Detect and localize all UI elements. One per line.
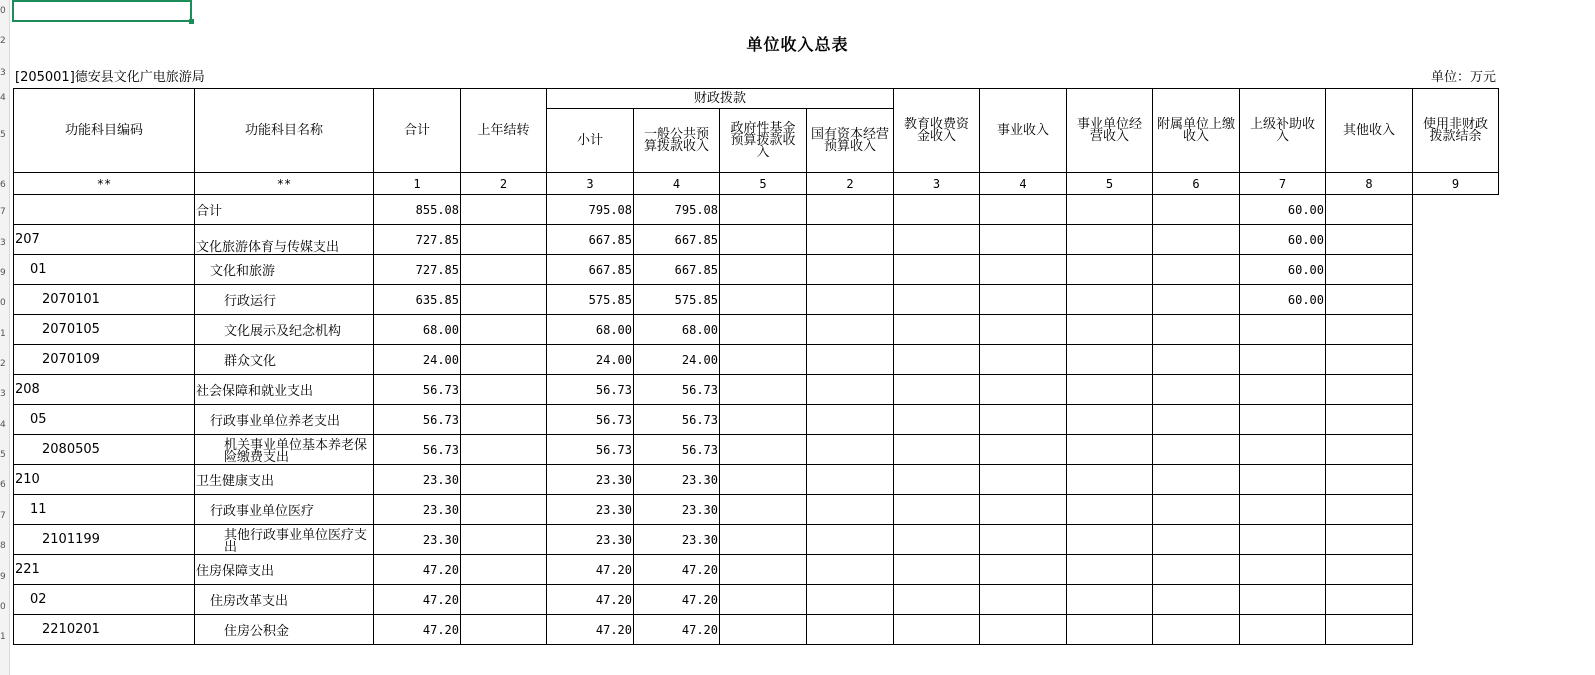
table-row: [14, 525, 1499, 555]
index-cell[interactable]: 3: [547, 173, 634, 195]
index-cell[interactable]: 2: [807, 173, 894, 195]
empty-cell[interactable]: [1153, 375, 1240, 405]
table-row: [14, 615, 1499, 645]
empty-cell[interactable]: [720, 195, 807, 225]
sub-cell[interactable]: 23.30: [547, 495, 634, 525]
index-cell[interactable]: 5: [720, 173, 807, 195]
empty-cell[interactable]: [894, 225, 980, 255]
header-state-capital[interactable]: [807, 109, 894, 173]
row-number[interactable]: 1: [0, 632, 6, 642]
table-row: [14, 255, 1499, 285]
name-cell[interactable]: 住房改革支出: [195, 585, 374, 615]
row-number[interactable]: 9: [0, 268, 6, 278]
row-number[interactable]: 7: [0, 207, 6, 217]
empty-cell[interactable]: [1153, 435, 1240, 465]
empty-cell[interactable]: [1326, 525, 1413, 555]
code-cell[interactable]: 2210201: [14, 615, 195, 645]
empty-cell[interactable]: [1326, 555, 1413, 585]
income-table: [13, 88, 1499, 645]
index-cell[interactable]: 1: [374, 173, 461, 195]
row-number[interactable]: 7: [0, 511, 6, 521]
code-cell[interactable]: 01: [14, 255, 195, 285]
sub-cell[interactable]: 68.00: [547, 315, 634, 345]
row-number[interactable]: 0: [0, 6, 6, 16]
sub-cell[interactable]: 56.73: [547, 405, 634, 435]
carry-cell[interactable]: [461, 555, 547, 585]
empty-cell[interactable]: [1326, 495, 1413, 525]
other-income-cell[interactable]: [1240, 465, 1326, 495]
name-cell[interactable]: 行政事业单位医疗: [195, 495, 374, 525]
header-general-budget[interactable]: [634, 109, 720, 173]
empty-cell[interactable]: [980, 465, 1067, 495]
index-cell[interactable]: 4: [634, 173, 720, 195]
empty-cell[interactable]: [894, 315, 980, 345]
empty-cell[interactable]: [807, 375, 894, 405]
code-cell[interactable]: 2070109: [14, 345, 195, 375]
sub-cell[interactable]: 56.73: [547, 435, 634, 465]
code-cell[interactable]: 11: [14, 495, 195, 525]
index-cell[interactable]: 5: [1067, 173, 1153, 195]
empty-cell[interactable]: [1153, 195, 1240, 225]
empty-cell[interactable]: [1326, 375, 1413, 405]
empty-cell[interactable]: [1326, 315, 1413, 345]
header-other-income[interactable]: 其他收入: [1326, 89, 1413, 173]
sub-cell[interactable]: 795.08: [547, 195, 634, 225]
gen-cell[interactable]: 47.20: [634, 555, 720, 585]
code-cell[interactable]: 2080505: [14, 435, 195, 465]
header-subordinate-text: 附属单位上缴收入: [1157, 116, 1236, 144]
gen-cell[interactable]: 56.73: [634, 375, 720, 405]
carry-cell[interactable]: [461, 345, 547, 375]
empty-cell[interactable]: [1326, 615, 1413, 645]
other-income-cell[interactable]: 60.00: [1240, 255, 1326, 285]
empty-cell[interactable]: [1326, 195, 1413, 225]
total-cell[interactable]: 23.30: [374, 465, 461, 495]
name-cell[interactable]: 机关事业单位基本养老保险缴费支出: [195, 435, 374, 465]
code-cell[interactable]: 207: [14, 225, 195, 255]
empty-cell[interactable]: [807, 555, 894, 585]
table-row: [14, 315, 1499, 345]
carry-cell[interactable]: [461, 495, 547, 525]
empty-cell[interactable]: [894, 525, 980, 555]
row-number[interactable]: 1: [0, 329, 6, 339]
empty-cell[interactable]: [894, 345, 980, 375]
empty-cell[interactable]: [1326, 285, 1413, 315]
code-cell[interactable]: 2070105: [14, 315, 195, 345]
header-total[interactable]: 合计: [374, 89, 461, 173]
empty-cell[interactable]: [1153, 345, 1240, 375]
row-number[interactable]: 0: [0, 602, 6, 612]
code-cell[interactable]: 221: [14, 555, 195, 585]
empty-cell[interactable]: [1067, 435, 1153, 465]
carry-cell[interactable]: [461, 375, 547, 405]
empty-cell[interactable]: [1067, 225, 1153, 255]
table-row: [14, 405, 1499, 435]
index-cell[interactable]: 4: [980, 173, 1067, 195]
empty-cell[interactable]: [1067, 405, 1153, 435]
empty-cell[interactable]: [720, 525, 807, 555]
total-cell[interactable]: 727.85: [374, 225, 461, 255]
sub-cell[interactable]: 667.85: [547, 225, 634, 255]
empty-cell[interactable]: [720, 585, 807, 615]
empty-cell[interactable]: [894, 405, 980, 435]
empty-cell[interactable]: [807, 315, 894, 345]
empty-cell[interactable]: [894, 615, 980, 645]
header-carryover[interactable]: 上年结转: [461, 89, 547, 173]
name-cell[interactable]: 卫生健康支出: [195, 465, 374, 495]
row-number[interactable]: 4: [0, 93, 6, 103]
name-cell[interactable]: 文化和旅游: [195, 255, 374, 285]
table-row: [14, 375, 1499, 405]
row-number[interactable]: 6: [0, 480, 6, 490]
carry-cell[interactable]: [461, 585, 547, 615]
name-cell[interactable]: 住房保障支出: [195, 555, 374, 585]
table-row: [14, 585, 1499, 615]
sub-cell[interactable]: 23.30: [547, 465, 634, 495]
empty-cell[interactable]: [894, 465, 980, 495]
gen-cell[interactable]: 47.20: [634, 585, 720, 615]
sub-cell[interactable]: 47.20: [547, 585, 634, 615]
carry-cell[interactable]: [461, 195, 547, 225]
other-income-cell[interactable]: [1240, 555, 1326, 585]
sub-cell[interactable]: 575.85: [547, 285, 634, 315]
header-edu-fee[interactable]: [894, 89, 980, 173]
index-cell[interactable]: 7: [1240, 173, 1326, 195]
empty-cell[interactable]: [980, 525, 1067, 555]
empty-cell[interactable]: [1326, 405, 1413, 435]
header-superior-subsidy-text: 上级补助收入: [1249, 116, 1315, 144]
empty-cell[interactable]: [980, 315, 1067, 345]
index-row: [14, 173, 1499, 195]
total-cell[interactable]: 56.73: [374, 405, 461, 435]
row-number[interactable]: 5: [0, 450, 6, 460]
header-operating-income-text: 事业单位经营收入: [1076, 116, 1142, 144]
header-general-budget-text: 一般公共预算拨款收入: [643, 126, 709, 154]
empty-cell[interactable]: [1153, 405, 1240, 435]
empty-cell[interactable]: [807, 525, 894, 555]
code-cell[interactable]: 2070101: [14, 285, 195, 315]
empty-cell[interactable]: [1153, 525, 1240, 555]
other-income-cell[interactable]: [1240, 525, 1326, 555]
sheet-title: 单位收入总表: [746, 35, 849, 54]
total-cell[interactable]: 47.20: [374, 585, 461, 615]
code-cell[interactable]: 02: [14, 585, 195, 615]
carry-cell[interactable]: [461, 465, 547, 495]
row-number[interactable]: 0: [0, 298, 6, 308]
other-income-cell[interactable]: 60.00: [1240, 285, 1326, 315]
header-gov-fund-text: 政府性基金预算拨款收入: [730, 120, 796, 160]
total-cell[interactable]: 23.30: [374, 495, 461, 525]
other-income-cell[interactable]: [1240, 315, 1326, 345]
header-gov-fund[interactable]: [720, 109, 807, 173]
header-subtotal[interactable]: 小计: [547, 109, 634, 173]
empty-cell[interactable]: [807, 615, 894, 645]
empty-cell[interactable]: [894, 375, 980, 405]
table-row: [14, 345, 1499, 375]
empty-cell[interactable]: [980, 375, 1067, 405]
sub-cell[interactable]: 56.73: [547, 375, 634, 405]
empty-cell[interactable]: [894, 285, 980, 315]
selected-cell[interactable]: [12, 0, 192, 22]
index-cell[interactable]: **: [14, 173, 195, 195]
other-income-cell[interactable]: [1240, 435, 1326, 465]
code-cell[interactable]: 05: [14, 405, 195, 435]
total-cell[interactable]: 47.20: [374, 615, 461, 645]
name-cell[interactable]: 住房公积金: [195, 615, 374, 645]
empty-cell[interactable]: [720, 615, 807, 645]
other-income-cell[interactable]: [1240, 495, 1326, 525]
empty-cell[interactable]: [807, 195, 894, 225]
other-income-cell[interactable]: [1240, 615, 1326, 645]
table-row: [14, 495, 1499, 525]
table-row: [14, 225, 1499, 255]
index-cell[interactable]: 9: [1413, 173, 1499, 195]
sub-cell[interactable]: 47.20: [547, 615, 634, 645]
total-cell[interactable]: 47.20: [374, 555, 461, 585]
row-number[interactable]: 5: [0, 130, 6, 140]
sub-cell[interactable]: 24.00: [547, 345, 634, 375]
gen-cell[interactable]: 667.85: [634, 225, 720, 255]
row-number[interactable]: 3: [0, 238, 6, 248]
index-cell[interactable]: 3: [894, 173, 980, 195]
empty-cell[interactable]: [980, 615, 1067, 645]
row-number[interactable]: 6: [0, 180, 6, 190]
empty-cell[interactable]: [1067, 525, 1153, 555]
carry-cell[interactable]: [461, 615, 547, 645]
gen-cell[interactable]: 667.85: [634, 255, 720, 285]
empty-cell[interactable]: [980, 285, 1067, 315]
empty-cell[interactable]: [1153, 465, 1240, 495]
empty-cell[interactable]: [1326, 225, 1413, 255]
empty-cell[interactable]: [1067, 495, 1153, 525]
empty-cell[interactable]: [807, 225, 894, 255]
organization-label: [205001]德安县文化广电旅游局: [15, 70, 205, 85]
name-cell[interactable]: 社会保障和就业支出: [195, 375, 374, 405]
empty-cell[interactable]: [1067, 285, 1153, 315]
row-number[interactable]: 2: [0, 36, 6, 46]
empty-cell[interactable]: [807, 495, 894, 525]
name-cell[interactable]: 合计: [195, 195, 374, 225]
empty-cell[interactable]: [720, 345, 807, 375]
empty-cell[interactable]: [894, 495, 980, 525]
other-income-cell[interactable]: 60.00: [1240, 225, 1326, 255]
empty-cell[interactable]: [720, 495, 807, 525]
total-cell[interactable]: 855.08: [374, 195, 461, 225]
empty-cell[interactable]: [980, 435, 1067, 465]
index-cell[interactable]: 8: [1326, 173, 1413, 195]
empty-cell[interactable]: [980, 585, 1067, 615]
other-income-cell[interactable]: [1240, 345, 1326, 375]
sub-cell[interactable]: 23.30: [547, 525, 634, 555]
total-cell[interactable]: 56.73: [374, 375, 461, 405]
header-non-fiscal-balance[interactable]: [1413, 89, 1499, 173]
header-operating-income[interactable]: [1067, 89, 1153, 173]
empty-cell[interactable]: [807, 345, 894, 375]
empty-cell[interactable]: [980, 225, 1067, 255]
empty-cell[interactable]: [720, 405, 807, 435]
header-fiscal-group[interactable]: 财政拨款: [547, 89, 894, 109]
total-cell[interactable]: 56.73: [374, 435, 461, 465]
row-number[interactable]: 8: [0, 541, 6, 551]
empty-cell[interactable]: [980, 495, 1067, 525]
gen-cell[interactable]: 23.30: [634, 465, 720, 495]
table-row: [14, 435, 1499, 465]
empty-cell[interactable]: [1067, 375, 1153, 405]
code-cell[interactable]: 208: [14, 375, 195, 405]
empty-cell[interactable]: [1067, 465, 1153, 495]
other-income-cell[interactable]: [1240, 405, 1326, 435]
code-cell[interactable]: 2101199: [14, 525, 195, 555]
carry-cell[interactable]: [461, 255, 547, 285]
empty-cell[interactable]: [894, 585, 980, 615]
empty-cell[interactable]: [807, 435, 894, 465]
empty-cell[interactable]: [894, 255, 980, 285]
table-row: [14, 555, 1499, 585]
gen-cell[interactable]: 68.00: [634, 315, 720, 345]
other-income-cell[interactable]: [1240, 585, 1326, 615]
empty-cell[interactable]: [807, 405, 894, 435]
total-cell[interactable]: 23.30: [374, 525, 461, 555]
gen-cell[interactable]: 56.73: [634, 435, 720, 465]
total-cell[interactable]: 727.85: [374, 255, 461, 285]
name-cell[interactable]: 文化展示及纪念机构: [195, 315, 374, 345]
other-income-cell[interactable]: 60.00: [1240, 195, 1326, 225]
empty-cell[interactable]: [720, 555, 807, 585]
gen-cell[interactable]: 47.20: [634, 615, 720, 645]
carry-cell[interactable]: [461, 225, 547, 255]
empty-cell[interactable]: [1067, 315, 1153, 345]
empty-cell[interactable]: [1067, 555, 1153, 585]
empty-cell[interactable]: [1153, 255, 1240, 285]
empty-cell[interactable]: [1153, 225, 1240, 255]
empty-cell[interactable]: [720, 435, 807, 465]
empty-cell[interactable]: [807, 465, 894, 495]
other-income-cell[interactable]: [1240, 375, 1326, 405]
gen-cell[interactable]: 795.08: [634, 195, 720, 225]
gen-cell[interactable]: 575.85: [634, 285, 720, 315]
empty-cell[interactable]: [1326, 585, 1413, 615]
empty-cell[interactable]: [980, 405, 1067, 435]
total-cell[interactable]: 68.00: [374, 315, 461, 345]
gen-cell[interactable]: 23.30: [634, 525, 720, 555]
carry-cell[interactable]: [461, 405, 547, 435]
name-cell[interactable]: 文化旅游体育与传媒支出: [195, 225, 374, 255]
unit-label: 单位：万元: [1430, 70, 1496, 85]
index-cell[interactable]: 6: [1153, 173, 1240, 195]
sub-cell[interactable]: 47.20: [547, 555, 634, 585]
empty-cell[interactable]: [980, 345, 1067, 375]
table-row: [14, 195, 1499, 225]
header-name[interactable]: 功能科目名称: [195, 89, 374, 173]
index-cell[interactable]: 2: [461, 173, 547, 195]
empty-cell[interactable]: [1067, 255, 1153, 285]
empty-cell[interactable]: [1326, 465, 1413, 495]
empty-cell[interactable]: [807, 585, 894, 615]
name-cell[interactable]: 其他行政事业单位医疗支出: [195, 525, 374, 555]
carry-cell[interactable]: [461, 315, 547, 345]
empty-cell[interactable]: [720, 255, 807, 285]
empty-cell[interactable]: [1153, 555, 1240, 585]
table-row: [14, 465, 1499, 495]
header-state-capital-text: 国有资本经营预算收入: [811, 126, 890, 154]
empty-cell[interactable]: [1153, 315, 1240, 345]
header-code[interactable]: 功能科目编码: [14, 89, 195, 173]
header-superior-subsidy[interactable]: [1240, 89, 1326, 173]
empty-cell[interactable]: [1153, 285, 1240, 315]
empty-cell[interactable]: [720, 285, 807, 315]
empty-cell[interactable]: [894, 435, 980, 465]
row-number[interactable]: 3: [0, 68, 6, 78]
name-cell[interactable]: 行政事业单位养老支出: [195, 405, 374, 435]
empty-cell[interactable]: [894, 555, 980, 585]
row-number[interactable]: 3: [0, 389, 6, 399]
carry-cell[interactable]: [461, 285, 547, 315]
name-cell[interactable]: 群众文化: [195, 345, 374, 375]
carry-cell[interactable]: [461, 525, 547, 555]
empty-cell[interactable]: [1067, 195, 1153, 225]
empty-cell[interactable]: [1153, 615, 1240, 645]
empty-cell[interactable]: [1326, 345, 1413, 375]
header-non-fiscal-balance-text: 使用非财政拨款结余: [1422, 116, 1488, 144]
row-number-gutter: [0, 0, 10, 675]
empty-cell[interactable]: [894, 195, 980, 225]
table-row: [14, 285, 1499, 315]
empty-cell[interactable]: [1153, 495, 1240, 525]
empty-cell[interactable]: [1067, 585, 1153, 615]
name-cell[interactable]: 行政运行: [195, 285, 374, 315]
fill-handle[interactable]: [189, 19, 194, 24]
code-cell[interactable]: 210: [14, 465, 195, 495]
index-cell[interactable]: **: [195, 173, 374, 195]
empty-cell[interactable]: [980, 195, 1067, 225]
empty-cell[interactable]: [1067, 615, 1153, 645]
row-number[interactable]: 9: [0, 572, 6, 582]
empty-cell[interactable]: [980, 255, 1067, 285]
header-subordinate[interactable]: [1153, 89, 1240, 173]
empty-cell[interactable]: [720, 465, 807, 495]
empty-cell[interactable]: [807, 285, 894, 315]
gen-cell[interactable]: 56.73: [634, 405, 720, 435]
gen-cell[interactable]: 24.00: [634, 345, 720, 375]
empty-cell[interactable]: [720, 375, 807, 405]
header-business-income[interactable]: 事业收入: [980, 89, 1067, 173]
code-cell[interactable]: [14, 195, 195, 225]
carry-cell[interactable]: [461, 435, 547, 465]
row-number[interactable]: 2: [0, 359, 6, 369]
row-number[interactable]: 4: [0, 420, 6, 430]
empty-cell[interactable]: [1067, 345, 1153, 375]
empty-cell[interactable]: [980, 555, 1067, 585]
empty-cell[interactable]: [1326, 435, 1413, 465]
header-edu-fee-text: 教育收费资金收入: [903, 116, 969, 144]
total-cell[interactable]: 24.00: [374, 345, 461, 375]
sub-cell[interactable]: 667.85: [547, 255, 634, 285]
total-cell[interactable]: 635.85: [374, 285, 461, 315]
empty-cell[interactable]: [1326, 255, 1413, 285]
empty-cell[interactable]: [720, 225, 807, 255]
empty-cell[interactable]: [1153, 585, 1240, 615]
gen-cell[interactable]: 23.30: [634, 495, 720, 525]
empty-cell[interactable]: [807, 255, 894, 285]
empty-cell[interactable]: [720, 315, 807, 345]
